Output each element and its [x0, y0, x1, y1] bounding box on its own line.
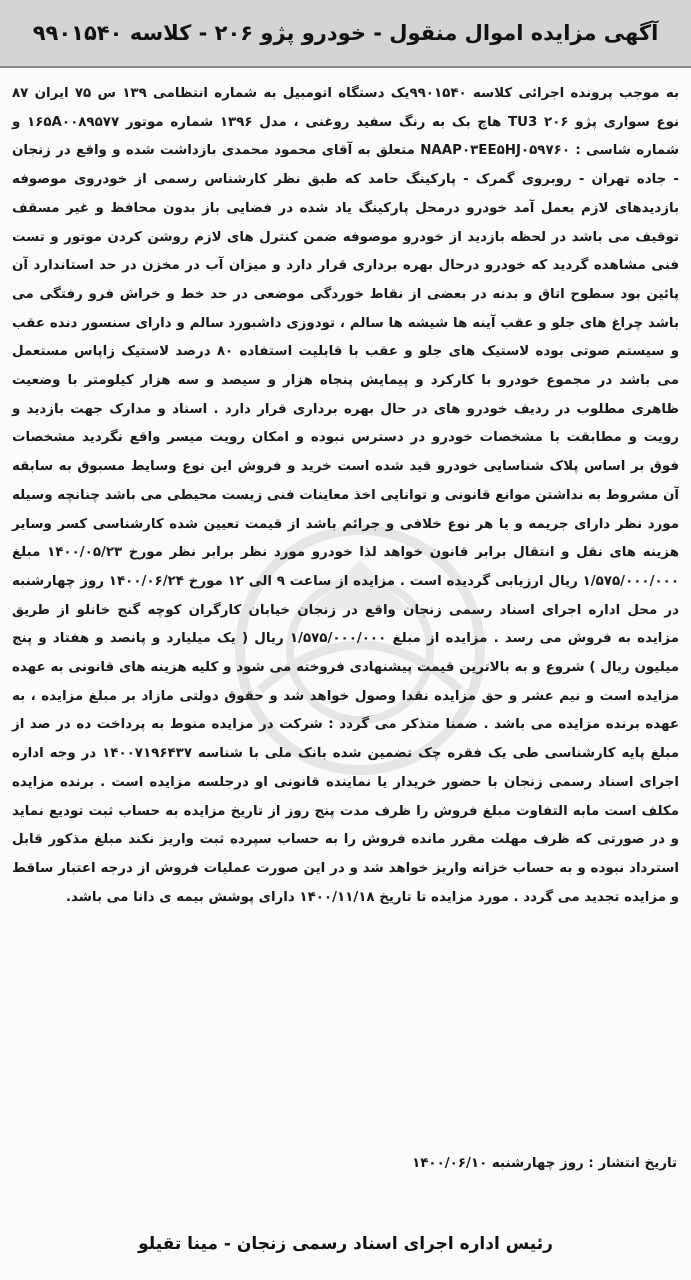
signature-line: رئیس اداره اجرای اسناد رسمی زنجان - مینا تقیلو — [138, 1234, 553, 1254]
notice-title: آگهی مزایده اموال منقول - خودرو پژو ۲۰۶ - کلاسه ۹۹۰۱۵۴۰ — [32, 21, 659, 45]
publish-date: تاریخ انتشار : روز چهارشنبه ۱۴۰۰/۰۶/۱۰ — [412, 1156, 677, 1171]
notice-body: به موجب پرونده اجرائی کلاسه ۹۹۰۱۵۴۰یک دستگاه اتومبیل به شماره انتظامی ۱۳۹ س ۷۵ ایران ۸۷ نوع سواری پژو ۲۰۶ TU3 هاچ بک به رنگ سفید روغنی ، مدل ۱۳۹۶ شماره موتور ۱۶۵A۰۰۸۹۵۷۷ و شماره شاسی : NAAP۰۳EE۵HJ۰۵۹۷۶۰ متعلق به آقای محمود محمدی بازداشت شده و واقع در زنجان - جاده تهران - روبروی گمرک - پارکینگ حامد که طبق نظر کارشناس رسمی از خودروی موصوفه بازدیدهای لازم بعمل آمد خودرو درمحل پارکینگ یاد شده در فضایی باز بدون محافظ و غیر مسقف توقیف می باشد در لحظه بازدید از خودرو موصوفه ضمن کنترل های لازم روشن کردن موتور و تست فنی مشاهده گردید که خودرو درحال بهره برداری قرار دارد و میزان آب در مخزن در حد استاندارد آن پائین بود سطوح اتاق و بدنه در بعضی از نقاط خوردگی موضعی در حد خط و خراش فرو رفتگی می باشد چراغ های جلو و عقب آینه ها شیشه ها سالم ، تودوزی داشبورد سالم و دارای سنسور دنده عقب و سیستم صوتی بوده لاستیک های جلو و عقب با قابلیت استفاده ۸۰ درصد لاستیک زاپاس مستعمل می باشد در مجموع خودرو با کارکرد و پیمایش پنجاه هزار و سیصد و سه هزار کیلومتر با وضعیت ظاهری مطلوب در ردیف خودرو های در حال بهره برداری قرار دارد . اسناد و مدارک جهت بازدید و رویت و مطابقت با مشخصات خودرو در دسترس نبوده و امکان رویت میسر واقع نگردید مشخصات فوق بر اساس پلاک شناسایی خودرو قید شده است خرید و فروش این نوع وسایط مسبوق به سابقه آن مشروط به نداشتن موانع قانونی و توانایی اخذ معاینات فنی زیست محیطی می باشد چنانچه وسیله مورد نظر دارای جریمه و یا هر نوع خلافی و جرائم باشد از قیمت تعیین شده کارشناسی کسر وسایر هزینه های نقل و انتقال برابر قانون خواهد لذا خودرو مورد نظر برابر نظر مورخ ۱۴۰۰/۰۵/۲۳ مبلغ ۱/۵۷۵/۰۰۰/۰۰۰ ریال ارزیابی گردیده است . مزایده از ساعت ۹ الی ۱۲ مورخ ۱۴۰۰/۰۶/۲۴ روز چهارشنبه در محل اداره اجرای اسناد رسمی زنجان واقع در زنجان خیابان کارگران کوچه گنج خانلو از طریق مزایده به فروش می رسد . مزایده از مبلغ ۱/۵۷۵/۰۰۰/۰۰۰ ریال ( یک میلیارد و پانصد و هفتاد و پنج میلیون ریال ) شروع و به بالاترین قیمت پیشنهادی فروخته می شود و کلیه هزینه های قانونی به عهده مزایده است و نیم عشر و حق مزایده نقدا وصول خواهد شد و حقوق دولتی مازاد بر مبلغ مزایده ، به عهده برنده مزایده می باشد . ضمنا متذکر می گردد : شرکت در مزایده منوط به پرداخت ده در صد از مبلغ پایه کارشناسی طی یک فقره چک تضمین شده بانک ملی با شناسه ۱۴۰۰۷۱۹۶۴۳۷ در وجه اداره اجرای اسناد رسمی زنجان با حضور خریدار یا نماینده قانونی او درجلسه مزایده است . برنده مزایده مکلف است مابه التفاوت مبلغ فروش را ظرف مدت پنج روز از تاریخ مزایده به حساب ثبت تودیع نماید و در صورتی که ظرف مهلت مقرر مانده فروش را به حساب سپرده ثبت واریز نکند مبلغ مذکور قابل استرداد نبوده و به حساب خزانه واریز خواهد شد و در این صورت عملیات فروش از درجه اعتبار ساقط و مزایده تجدید می گردد . مورد مزایده تا تاریخ ۱۴۰۰/۱۱/۱۸ دارای پوشش بیمه ی دانا می باشد. — [12, 86, 680, 905]
notice-header — [0, 0, 691, 68]
